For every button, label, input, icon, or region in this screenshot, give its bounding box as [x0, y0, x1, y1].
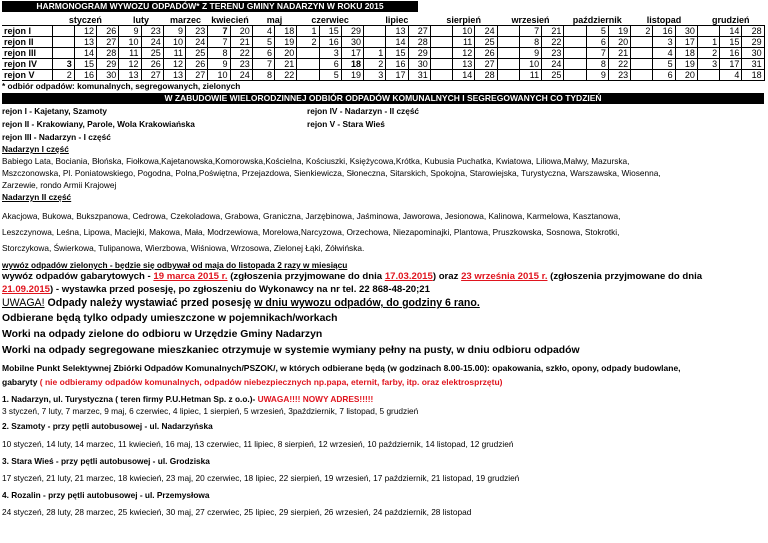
date-cell: 21 [608, 48, 630, 59]
schedule-row [2, 59, 764, 70]
date-cell [364, 37, 386, 48]
date-cell [497, 70, 519, 81]
date-cell: 11 [519, 70, 541, 81]
region-def-5: rejon V - Stara Wieś [307, 119, 385, 129]
date-cell: 25 [542, 70, 564, 81]
date-cell: 4 [653, 48, 675, 59]
date-cell: 14 [720, 26, 742, 37]
schedule-title: HARMONOGRAM WYWOZU ODPADÓW* Z TERENU GMINY NADARZYN W ROKU 2015 [2, 1, 418, 12]
date-cell [297, 59, 319, 70]
date-cell: 12 [163, 59, 185, 70]
date-cell [430, 59, 452, 70]
month-header: wrzesień [511, 14, 550, 25]
date-cell: 4 [252, 26, 274, 37]
date-cell [52, 26, 74, 37]
date-cell: 24 [475, 26, 497, 37]
pszok-line-2 [2, 377, 764, 388]
date-cell: 5 [653, 59, 675, 70]
nadarzyn-1-heading: Nadarzyn I część [2, 144, 69, 154]
date-cell: 23 [230, 59, 252, 70]
date-cell: 30 [408, 59, 430, 70]
date-cell: 19 [275, 37, 297, 48]
date-cell: 22 [608, 59, 630, 70]
date-cell: 27 [408, 26, 430, 37]
date-cell: 29 [742, 37, 764, 48]
date-cell: 29 [97, 59, 119, 70]
bulky-deadline-september: 21.09.2015 [2, 284, 51, 295]
bulky-text: ) oraz [432, 271, 462, 282]
region-def-2: rejon II - Krakowiany, Parole, Wola Krakowiańska [2, 119, 195, 129]
date-cell: 24 [542, 59, 564, 70]
date-cell: 10 [208, 70, 230, 81]
month-header-row [2, 14, 764, 26]
date-cell: 29 [341, 26, 363, 37]
bulky-date-september: 23 września 2015 r. [461, 271, 548, 282]
schedule-row [2, 48, 764, 59]
info-line: Worki na odpady zielone do odbioru w Urzędzie Gminy Nadarzyn [2, 329, 323, 340]
date-cell [631, 48, 653, 59]
warning-text: Odpady należy wystawiać przed posesję [44, 297, 255, 309]
date-cell: 20 [608, 37, 630, 48]
pszok-gabaryty: gabaryty [2, 377, 40, 387]
date-cell: 15 [386, 48, 408, 59]
date-cell: 2 [297, 37, 319, 48]
date-cell [631, 37, 653, 48]
date-cell: 10 [519, 59, 541, 70]
bulky-text: wywóz odpadów gabarytowych - [2, 271, 154, 282]
date-cell: 28 [408, 37, 430, 48]
date-cell: 13 [119, 70, 141, 81]
nadarzyn-1-line: Babiego Lata, Bociania, Błońska, Fiołkowa,Kajetanowska,Komorowska,Kościelna, Kościuszki, Księżycowa,Krótka, Kubusia Puchatka, Kwiatowa, Liliowa,Malwy, Mazurska, [2, 156, 630, 166]
date-cell: 8 [519, 37, 541, 48]
region-label: rejon I [2, 26, 52, 37]
region-label: rejon II [2, 37, 52, 48]
date-cell: 3 [52, 59, 74, 70]
date-cell: 8 [586, 59, 608, 70]
pszok-point-2-title: 2. Szamoty - przy pętli autobusowej - ul. Nadarzyńska [2, 421, 213, 431]
date-cell: 24 [230, 70, 252, 81]
date-cell [497, 26, 519, 37]
warning-prefix: UWAGA! [2, 297, 45, 309]
date-cell: 9 [519, 48, 541, 59]
month-header: sierpień [446, 14, 481, 25]
date-cell [497, 59, 519, 70]
date-cell [430, 26, 452, 37]
date-cell: 19 [608, 26, 630, 37]
date-cell: 7 [208, 37, 230, 48]
date-cell: 14 [453, 70, 475, 81]
date-cell: 17 [341, 48, 363, 59]
date-cell [52, 37, 74, 48]
date-cell [297, 70, 319, 81]
date-cell: 16 [74, 70, 96, 81]
date-cell: 26 [141, 59, 163, 70]
date-cell: 19 [675, 59, 697, 70]
warning-underlined: w dniu wywozu odpadów, do godziny 6 rano. [254, 297, 480, 309]
pszok-point-3-title: 3. Stara Wieś - przy pętli autobusowej - ul. Grodziska [2, 456, 210, 466]
date-cell: 7 [208, 26, 230, 37]
date-cell: 20 [275, 48, 297, 59]
date-cell: 3 [364, 70, 386, 81]
date-cell: 2 [52, 70, 74, 81]
pszok-point-1-title [2, 394, 764, 405]
pszok-point-3-dates: 17 styczeń, 21 luty, 21 marzec, 18 kwiecień, 23 maj, 20 czerwiec, 18 lipiec, 22 sierpień, 19 wrzesień, 17 październik, 21 listopad, 19 grudzień [2, 473, 520, 483]
date-cell: 9 [119, 26, 141, 37]
date-cell: 1 [697, 37, 719, 48]
date-cell: 4 [720, 70, 742, 81]
warning-line [2, 297, 764, 310]
pszok-line-1: Mobilne Punkt Selektywnej Zbiórki Odpadów Komunalnych/PSZOK/, w których odbierane będą (w godzinach 8.00-15.00): opakowania, szkło, opony, odpady budowlane, [2, 363, 681, 373]
date-cell [564, 26, 586, 37]
date-cell: 13 [163, 70, 185, 81]
pszok-point-4-dates: 24 styczeń, 28 luty, 28 marzec, 25 kwiecień, 30 maj, 27 czerwiec, 25 lipiec, 29 sierpień, 26 wrzesień, 24 październik, 28 listopad [2, 507, 472, 517]
date-cell: 8 [252, 70, 274, 81]
date-cell: 30 [341, 37, 363, 48]
date-cell: 14 [74, 48, 96, 59]
date-cell: 20 [230, 26, 252, 37]
date-cell: 31 [408, 70, 430, 81]
date-cell: 7 [252, 59, 274, 70]
region-label: rejon V [2, 70, 52, 81]
month-header: czerwiec [311, 14, 349, 25]
date-cell [564, 59, 586, 70]
date-cell: 21 [275, 59, 297, 70]
date-cell: 22 [542, 37, 564, 48]
date-cell: 25 [475, 37, 497, 48]
bulky-text: ) - wystawka przed posesję, po zgłoszeniu do Wykonawcy na nr tel. 22 868-48-20;21 [50, 284, 430, 295]
date-cell: 13 [453, 59, 475, 70]
date-cell: 20 [675, 70, 697, 81]
date-cell: 24 [186, 37, 208, 48]
date-cell: 15 [720, 37, 742, 48]
date-cell: 18 [742, 70, 764, 81]
date-cell: 10 [163, 37, 185, 48]
date-cell: 15 [319, 26, 341, 37]
nadarzyn-2-line: Akacjowa, Bukowa, Bukszpanowa, Cedrowa, Czekoladowa, Grabowa, Graniczna, Jarzębinowa, Jaśminowa, Jaworowa, Jesionowa, Kalinowa, Karmelowa, Kasztanowa, [2, 211, 621, 221]
date-cell: 11 [119, 48, 141, 59]
month-header: maj [266, 14, 283, 25]
date-cell: 25 [141, 48, 163, 59]
corner-cell [2, 14, 52, 26]
region-def-1: rejon I - Kajetany, Szamoty [2, 106, 107, 116]
date-cell: 23 [186, 26, 208, 37]
date-cell: 28 [97, 48, 119, 59]
month-header: styczeń [68, 14, 102, 25]
date-cell: 27 [97, 37, 119, 48]
date-cell: 2 [631, 26, 653, 37]
date-cell: 7 [519, 26, 541, 37]
region-def-3: rejon III - Nadarzyn - I część [2, 132, 111, 142]
date-cell [564, 70, 586, 81]
date-cell: 27 [186, 70, 208, 81]
date-cell: 14 [386, 37, 408, 48]
date-cell [564, 48, 586, 59]
pszok-exclusions: ( nie odbieramy odpadów komunalnych, odpadów niebezpiecznych np.papa, eternit, farby, itp. oraz elektrosprzętu) [39, 377, 503, 387]
date-cell [430, 37, 452, 48]
date-cell [297, 48, 319, 59]
date-cell: 12 [119, 59, 141, 70]
footnote: * odbiór odpadów: komunalnych, segregowanych, zielonych [2, 81, 241, 91]
date-cell [430, 70, 452, 81]
date-cell: 2 [697, 48, 719, 59]
date-cell [430, 48, 452, 59]
date-cell: 29 [408, 48, 430, 59]
date-cell [52, 48, 74, 59]
date-cell: 3 [653, 37, 675, 48]
bulky-waste-line-1 [2, 271, 764, 284]
pszok-point-title: 1. Nadarzyn, ul. Turystyczna ( teren firmy P.U.Hetman Sp. z o.o.)- [2, 394, 256, 404]
bulky-deadline-march: 17.03.2015 [384, 271, 433, 282]
date-cell: 6 [252, 48, 274, 59]
month-header: luty [133, 14, 150, 25]
region-def-row-1 [2, 106, 764, 118]
date-cell: 21 [542, 26, 564, 37]
green-waste-note: wywóz odpadów zielonych - będzie się odbywał od maja do listopada 2 razy w miesiącu [2, 260, 348, 270]
date-cell: 5 [586, 26, 608, 37]
date-cell [497, 48, 519, 59]
bulky-text: (zgłoszenia przyjmowane do dnia [547, 271, 703, 282]
date-cell [697, 26, 719, 37]
date-cell: 22 [275, 70, 297, 81]
date-cell: 25 [186, 48, 208, 59]
date-cell: 26 [97, 26, 119, 37]
date-cell: 9 [586, 70, 608, 81]
date-cell: 15 [74, 59, 96, 70]
pszok-point-1-dates: 3 styczeń, 7 luty, 7 marzec, 9 maj, 6 czerwiec, 4 lipiec, 1 sierpień, 5 wrzesień, 3październik, 7 listopad, 5 grudzień [2, 406, 419, 416]
date-cell: 16 [319, 37, 341, 48]
date-cell: 28 [475, 70, 497, 81]
bulky-text: (zgłoszenia przyjmowane do dnia [227, 271, 385, 282]
region-def-row-2 [2, 119, 764, 131]
date-cell: 22 [230, 48, 252, 59]
date-cell: 2 [364, 59, 386, 70]
date-cell: 24 [141, 37, 163, 48]
schedule-row [2, 70, 764, 81]
date-cell: 17 [675, 37, 697, 48]
date-cell: 9 [163, 26, 185, 37]
date-cell: 23 [542, 48, 564, 59]
date-cell: 11 [163, 48, 185, 59]
date-cell: 3 [697, 59, 719, 70]
date-cell: 1 [297, 26, 319, 37]
date-cell: 10 [119, 37, 141, 48]
date-cell [564, 37, 586, 48]
date-cell: 6 [653, 70, 675, 81]
region-label: rejon IV [2, 59, 52, 70]
nadarzyn-2-heading: Nadarzyn II część [2, 192, 72, 202]
date-cell: 13 [386, 26, 408, 37]
date-cell: 17 [386, 70, 408, 81]
nadarzyn-2-line: Leszczynowa, Leśna, Lipowa, Maciejki, Makowa, Mała, Modrzewiowa, Morelowa,Narcyzowa, Orzechowa, Niezapominajki, Plantowa, Pruszkowska, Sosnowa, Stokrotki, [2, 227, 620, 237]
date-cell: 26 [475, 48, 497, 59]
date-cell: 11 [453, 37, 475, 48]
date-cell [497, 37, 519, 48]
date-cell: 12 [453, 48, 475, 59]
date-cell: 18 [275, 26, 297, 37]
date-cell: 21 [230, 37, 252, 48]
date-cell: 30 [97, 70, 119, 81]
date-cell: 8 [208, 48, 230, 59]
month-header: kwiecień [211, 14, 249, 25]
bulky-date-march: 19 marca 2015 r. [153, 271, 228, 282]
date-cell [631, 59, 653, 70]
multifamily-header: W ZABUDOWIE WIELORODZINNEJ ODBIÓR ODPADÓW KOMUNALNYCH I SEGREGOWANYCH CO TYDZIEŃ [2, 93, 764, 104]
region-def-4: rejon IV - Nadarzyn - II część [307, 106, 420, 116]
date-cell: 31 [742, 59, 764, 70]
schedule-row [2, 26, 764, 37]
bulky-waste-line-2 [2, 284, 764, 297]
date-cell: 27 [141, 70, 163, 81]
schedule-table [2, 14, 765, 81]
month-header: listopad [646, 14, 682, 25]
date-cell: 28 [742, 26, 764, 37]
nadarzyn-1-line: Mszczonowska, Pl. Poniatowskiego, Pogodna, Polna,Poświętna, Przejazdowa, Sienkiewicza, Słoneczna, Sitarskich, Spokojna, Starowiejska, Turystyczna, Warszawska, Wiosenna, [2, 168, 661, 178]
date-cell: 7 [586, 48, 608, 59]
date-cell: 5 [252, 37, 274, 48]
date-cell: 13 [74, 37, 96, 48]
date-cell: 30 [742, 48, 764, 59]
new-address-alert: UWAGA!!!! NOWY ADRES!!!!! [255, 394, 374, 404]
pszok-point-2-dates: 10 styczeń, 14 luty, 14 marzec, 11 kwiecień, 16 maj, 13 czerwiec, 11 lipiec, 8 sierpień, 12 wrzesień, 10 październik, 14 listopad, 12 grudzień [2, 439, 514, 449]
date-cell: 16 [386, 59, 408, 70]
date-cell: 18 [341, 59, 363, 70]
date-cell [631, 70, 653, 81]
date-cell: 18 [675, 48, 697, 59]
date-cell [697, 70, 719, 81]
month-header: grudzień [712, 14, 750, 25]
date-cell: 30 [675, 26, 697, 37]
date-cell: 3 [319, 48, 341, 59]
date-cell: 6 [319, 59, 341, 70]
date-cell: 17 [720, 59, 742, 70]
date-cell: 5 [319, 70, 341, 81]
date-cell: 27 [475, 59, 497, 70]
date-cell: 16 [653, 26, 675, 37]
date-cell: 1 [364, 48, 386, 59]
month-header: marzec [170, 14, 202, 25]
info-line: Odbierane będą tylko odpady umieszczone w pojemnikach/workach [2, 313, 338, 324]
date-cell [364, 26, 386, 37]
date-cell: 23 [141, 26, 163, 37]
nadarzyn-1-line: Zarzewie, rondo Armii Krajowej [2, 180, 117, 190]
date-cell: 12 [74, 26, 96, 37]
region-label: rejon III [2, 48, 52, 59]
nadarzyn-2-line: Storczykowa, Świerkowa, Tulipanowa, Wierzbowa, Wiśniowa, Wrzosowa, Zielonej Łąki, Żółwińska. [2, 243, 365, 253]
date-cell: 23 [608, 70, 630, 81]
date-cell: 9 [208, 59, 230, 70]
date-cell: 19 [341, 70, 363, 81]
date-cell: 6 [586, 37, 608, 48]
month-header: lipiec [385, 14, 409, 25]
date-cell: 16 [720, 48, 742, 59]
info-line: Worki na odpady segregowane mieszkaniec otrzymuje w systemie wymiany pełny na pusty, w dniu odbioru odpadów [2, 345, 580, 356]
schedule-row [2, 37, 764, 48]
date-cell: 10 [453, 26, 475, 37]
date-cell: 26 [186, 59, 208, 70]
month-header: październik [572, 14, 622, 25]
pszok-point-4-title: 4. Rozalin - przy pętli autobusowej - ul. Przemysłowa [2, 490, 210, 500]
